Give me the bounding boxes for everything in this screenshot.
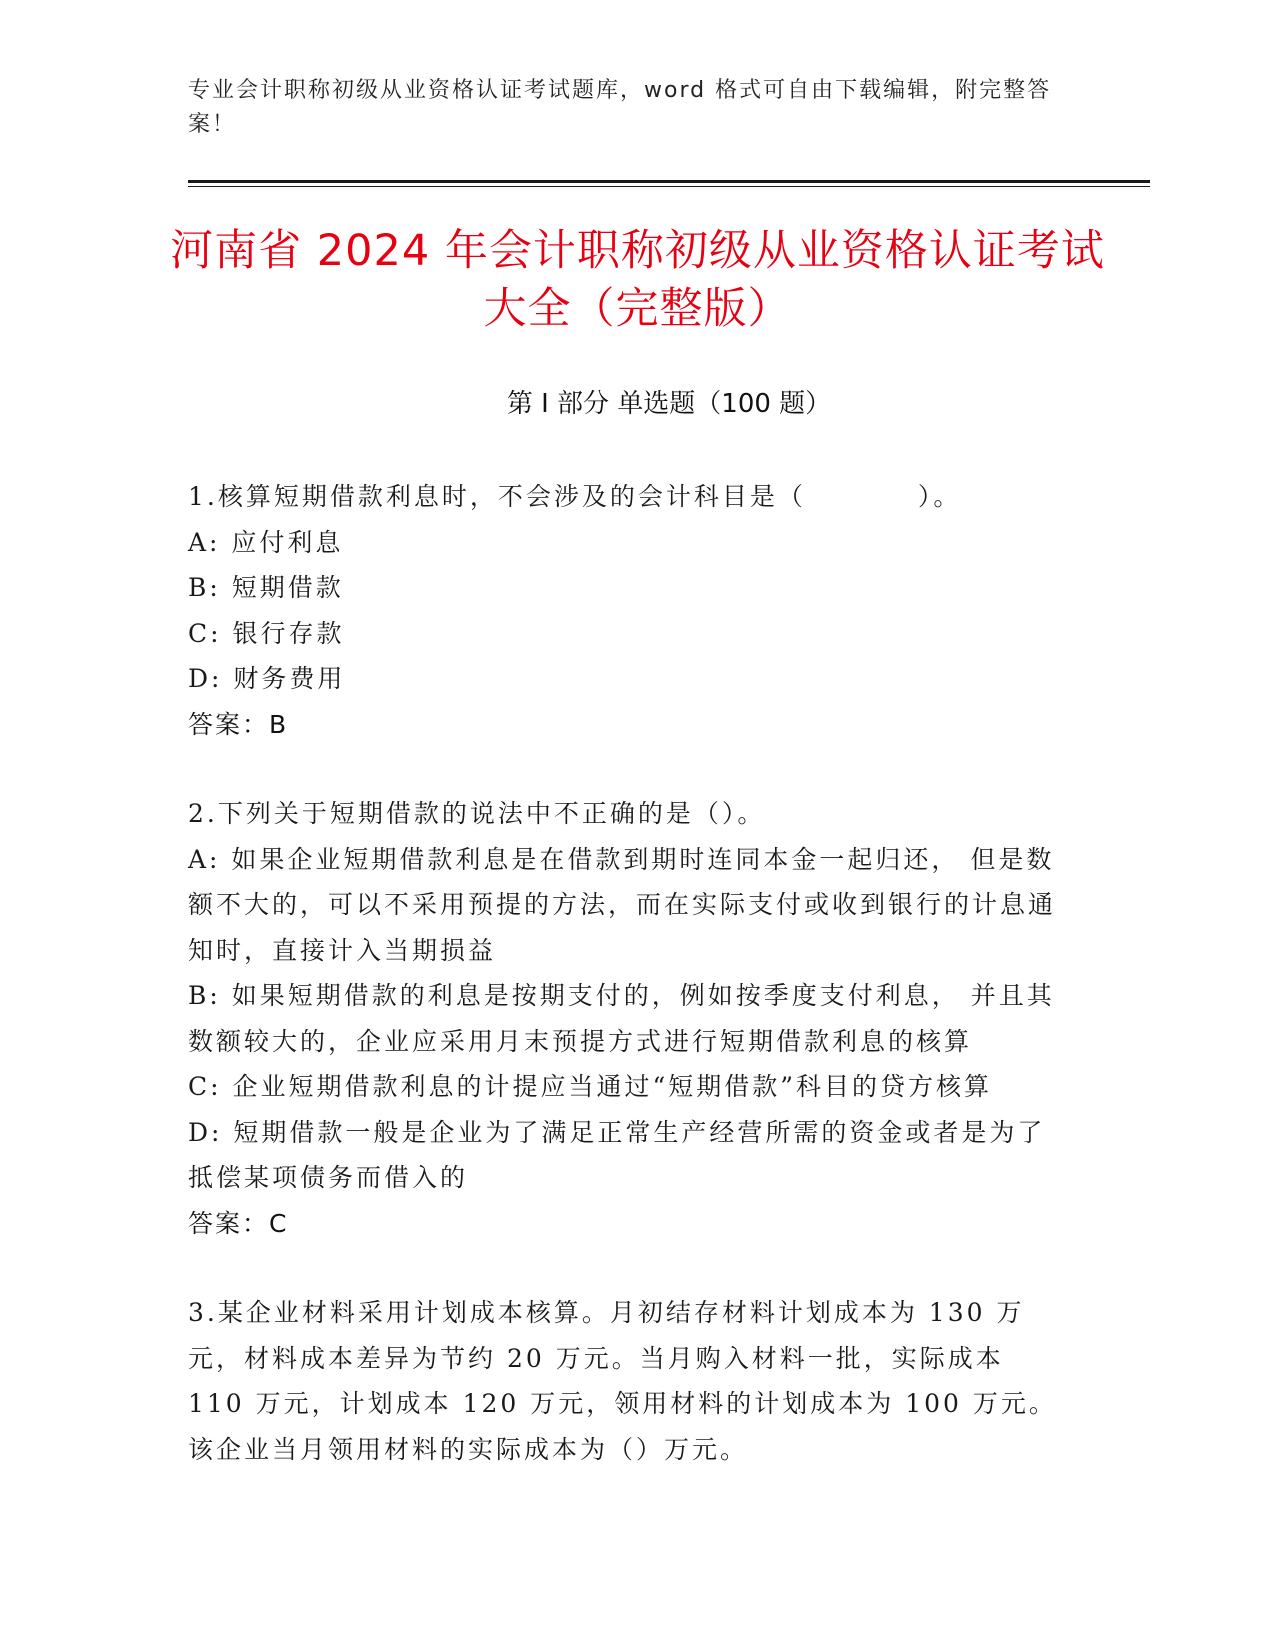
answer-label: 答案：B (188, 709, 289, 739)
document-title: 河南省 2024 年会计职称初级从业资格认证考试大全（完整版） (170, 226, 1105, 334)
option-b: B: 如果短期借款的利息是按期支付的，例如按季度支付利息， 并且其数额较大的，企业应采用月末预提方式进行短期借款利息的核算 (188, 981, 1055, 1056)
question-3 (188, 1290, 1068, 1472)
option-c: C: 银行存款 (188, 618, 345, 648)
question-stem: 2.下列关于短期借款的说法中不正确的是（）。 (188, 799, 766, 828)
question-2 (188, 791, 1068, 1246)
question-stem: 1.核算短期借款利息时，不会涉及的会计科目是（ ）。 (188, 482, 962, 511)
option-c: C: 企业短期借款利息的计提应当通过“短期借款”科目的贷方核算 (188, 1072, 993, 1101)
option-d: D: 财务费用 (188, 664, 346, 693)
question-1 (188, 474, 1068, 747)
answer-label: 答案：C (188, 1208, 289, 1238)
option-a: A: 如果企业短期借款利息是在借款到期时连同本金一起归还， 但是数额不大的，可以不采用预提的方法，而在实际支付或收到银行的计息通知时，直接计入当期损益 (188, 844, 1057, 965)
option-a: A: 应付利息 (188, 527, 344, 557)
header-rule-thick (188, 180, 1150, 183)
question-list (188, 474, 1068, 1516)
header-rule-thin (188, 186, 1150, 187)
option-d: D: 短期借款一般是企业为了满足正常生产经营所需的资金或者是为了抵偿某项债务而借入的 (188, 1117, 1046, 1192)
header-note: 专业会计职称初级从业资格认证考试题库，word 格式可自由下载编辑，附完整答案！ (188, 78, 1052, 137)
question-stem: 3.某企业材料采用计划成本核算。月初结存材料计划成本为 130 万元，材料成本差异为节约 20 万元。当月购入材料一批，实际成本 110 万元，计划成本 120 万元，领用材料的计划成本为 100 万元。该企业当月领用材料的实际成本为（）万元。 (188, 1298, 1057, 1464)
section-title: 第 I 部分 单选题（100 题） (506, 389, 832, 419)
option-b: B: 短期借款 (188, 573, 344, 602)
